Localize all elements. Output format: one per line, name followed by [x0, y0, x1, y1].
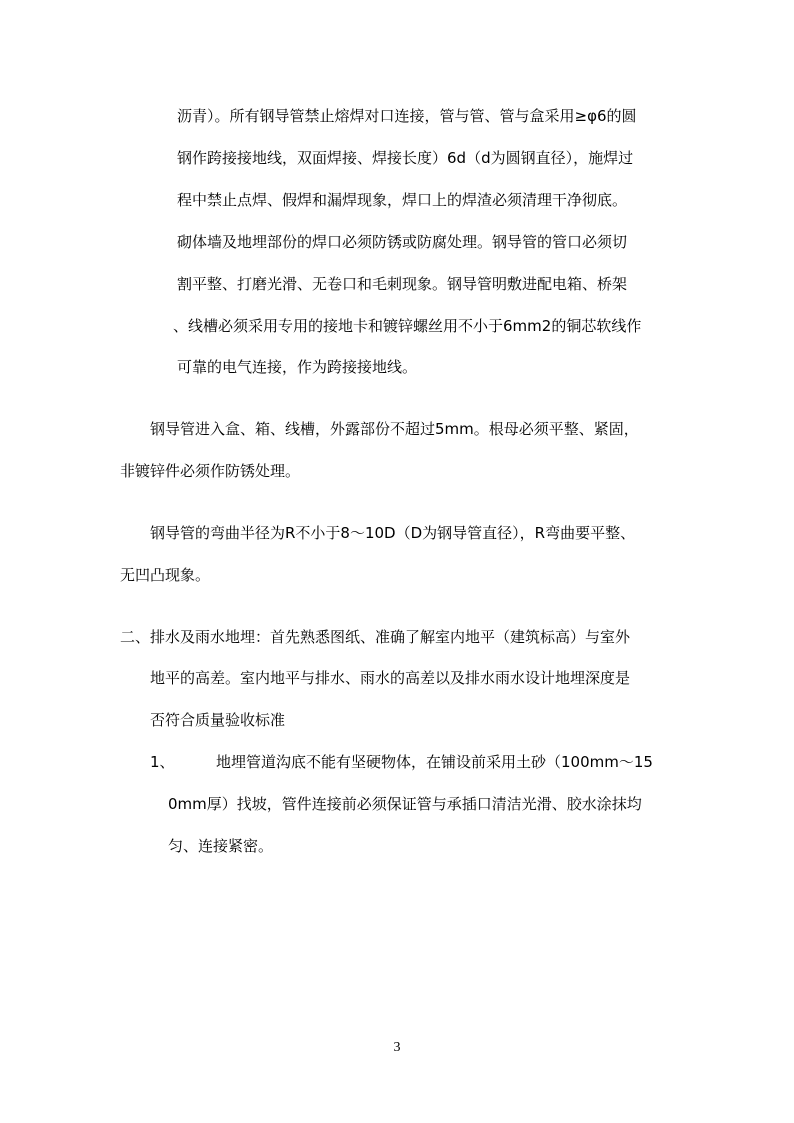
- text-line: 、线槽必须采用专用的接地卡和镀锌螺丝用不小于6mm2的铜芯软线作: [173, 317, 642, 335]
- text-line: 0mm厚）找坡，管件连接前必须保证管与承插口清洁光滑、胶水涂抹均: [168, 795, 642, 813]
- text-line: 割平整、打磨光滑、无卷口和毛刺现象。钢导管明敷进配电箱、桥架: [177, 275, 628, 293]
- text-line: 可靠的电气连接，作为跨接接地线。: [177, 358, 418, 376]
- section-heading: 二、排水及雨水地埋：首先熟悉图纸、准确了解室内地平（建筑标高）与室外: [120, 628, 631, 646]
- text-line: 否符合质量验收标准: [150, 711, 286, 729]
- text-line: 程中禁止点焊、假焊和漏焊现象，焊口上的焊渣必须清理干净彻底。: [177, 191, 628, 209]
- text-line: 地平的高差。室内地平与排水、雨水的高差以及排水雨水设计地埋深度是: [150, 669, 631, 687]
- list-item-number: 1、: [150, 753, 175, 771]
- page-number: 3: [393, 1040, 401, 1055]
- text-line: 沥青）。所有钢导管禁止熔焊对口连接，管与管、管与盒采用≥φ6的圆: [177, 107, 637, 125]
- text-line: 钢导管进入盒、箱、线槽，外露部份不超过5mm。根母必须平整、紧固，: [150, 420, 639, 438]
- text-line: 钢导管的弯曲半径为R不小于8～10D（D为钢导管直径），R弯曲要平整、: [150, 524, 636, 542]
- text-line: 匀、连接紧密。: [168, 837, 274, 855]
- text-line: 无凹凸现象。: [120, 566, 211, 584]
- text-line: 砌体墙及地埋部份的焊口必须防锈或防腐处理。钢导管的管口必须切: [177, 233, 628, 251]
- list-item-text: 地埋管道沟底不能有坚硬物体，在铺设前采用土砂（100mm～15: [216, 753, 653, 771]
- text-line: 非镀锌件必须作防锈处理。: [120, 462, 301, 480]
- text-line: 钢作跨接接地线，双面焊接、焊接长度）6d（d为圆钢直径），施焊过: [177, 149, 634, 167]
